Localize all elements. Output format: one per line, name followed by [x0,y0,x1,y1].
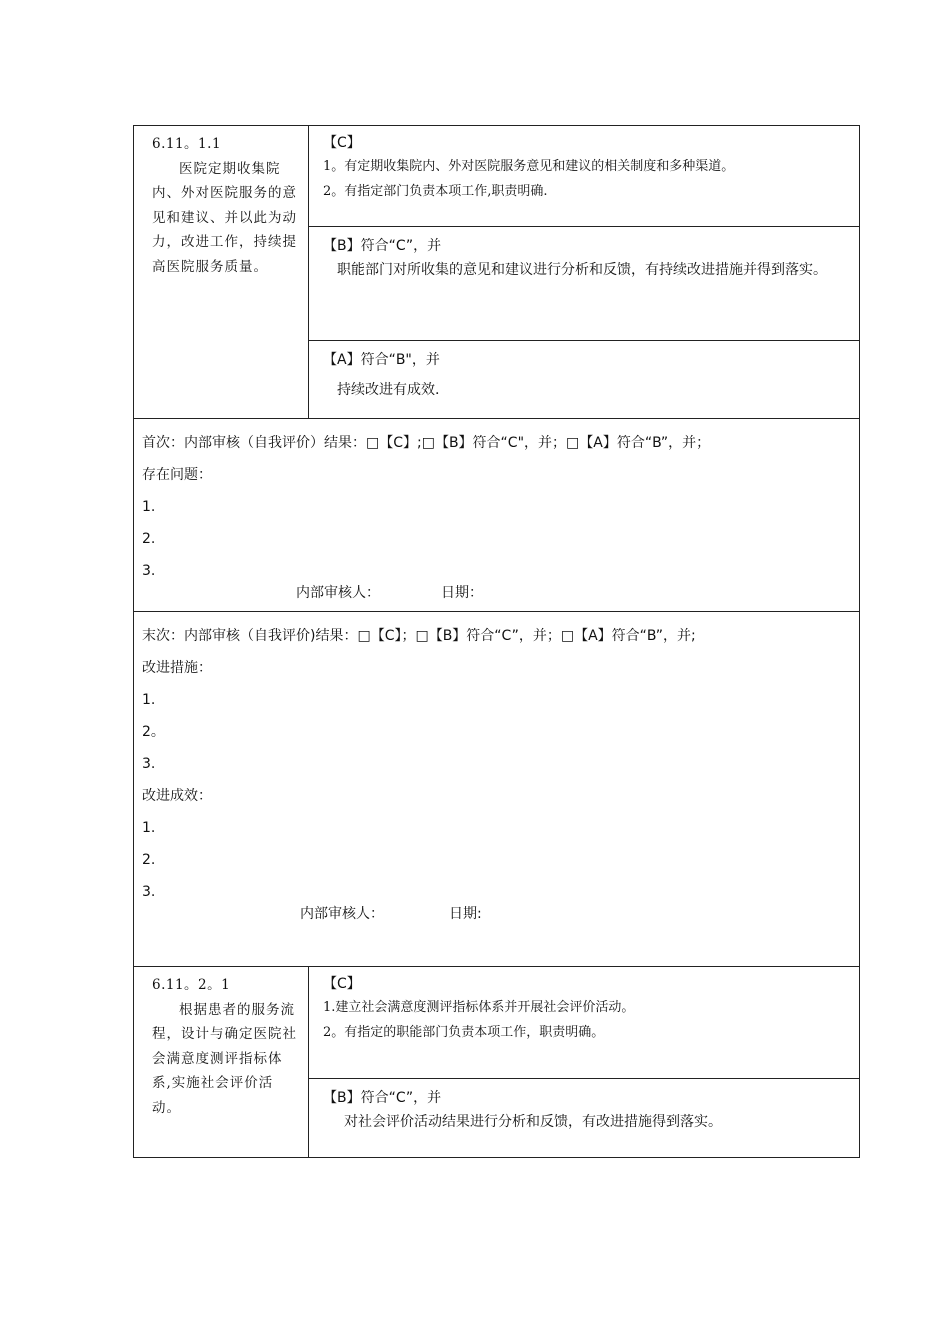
first-audit-block [133,419,860,612]
criteria-column [309,126,859,418]
standard-code-cell [134,126,309,418]
effect-item: 2. [142,852,156,868]
level-c-item: 2。有指定部门负责本项工作,职责明确. [323,184,548,199]
level-c-item: 2。有指定的职能部门负责本项工作，职责明确。 [323,1025,605,1040]
level-b-text: 职能部门对所收集的意见和建议进行分析和反馈，有持续改进措施并得到落实。 [337,262,827,278]
problems-label: 存在问题： [142,467,212,483]
final-audit-block [133,612,860,967]
standard-row-6-11-1-1 [133,125,860,419]
level-b-label: 【B】符合“C”，并 [323,1090,442,1106]
level-a-label: 【A】符合“B"，并 [323,352,440,368]
first-auditor-label: 内部审核人： [296,585,380,601]
measure-item: 1. [142,692,156,708]
level-c-label: 【C】 [323,976,361,992]
standard-description: 根据患者的服务流程，设计与确定医院社会满意度测评指标体系,实施社会评价活动。 [152,1001,297,1116]
standard-code: 6.11。2。1 [152,977,231,993]
measures-label: 改进措施： [142,660,212,676]
first-audit-result: 首次：内部审核（自我评价）结果：□【C】;□【B】符合“C"，并；□【A】符合“B”，并； [142,435,711,451]
first-date-label: 日期： [441,585,483,601]
effect-label: 改进成效： [142,788,212,804]
final-date-label: 日期: [449,906,482,922]
level-c-item: 1。有定期收集院内、外对医院服务意见和建议的相关制度和多种渠道。 [323,159,735,174]
level-b-cell [309,1079,859,1157]
effect-item: 3. [142,884,156,900]
level-c-cell [309,126,859,227]
level-b-cell [309,227,859,341]
standard-code: 6.11。1.1 [152,136,222,152]
level-b-text: 对社会评价活动结果进行分析和反馈，有改进措施得到落实。 [344,1114,722,1130]
standard-description: 医院定期收集院内、外对医院服务的意见和建议、并以此为动力，改进工作，持续提高医院服务质量。 [152,160,297,275]
final-auditor-label: 内部审核人： [300,906,384,922]
level-a-text: 持续改进有成效. [337,382,440,398]
level-c-cell [309,967,859,1079]
standards-table [133,125,860,1158]
measure-item: 2。 [142,724,165,740]
level-c-label: 【C】 [323,135,361,151]
standard-code-cell [134,967,309,1157]
problem-item: 3. [142,563,156,579]
level-c-item: 1.建立社会满意度测评指标体系并开展社会评价活动。 [323,1000,635,1015]
problem-item: 1. [142,499,156,515]
effect-item: 1. [142,820,156,836]
measure-item: 3. [142,756,156,772]
level-a-cell [309,341,859,418]
final-audit-result: 末次：内部审核（自我评价)结果：□【C】；□【B】符合“C”，并；□【A】符合“B”，并; [142,628,696,644]
criteria-column [309,967,859,1157]
problem-item: 2. [142,531,156,547]
standard-row-6-11-2-1 [133,967,860,1158]
level-b-label: 【B】符合“C”，并 [323,238,442,254]
